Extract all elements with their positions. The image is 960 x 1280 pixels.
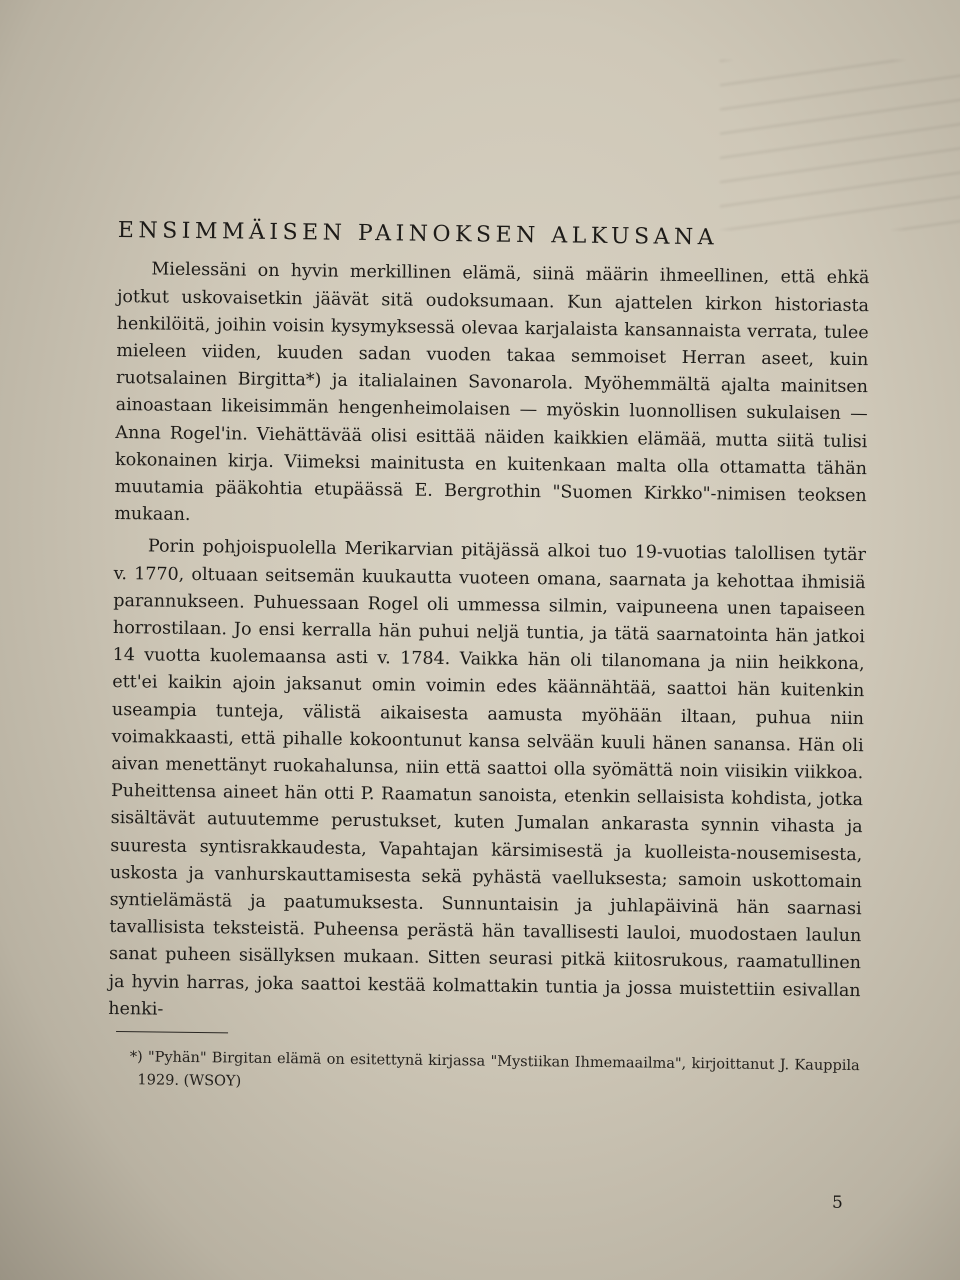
body-text (108, 256, 869, 1032)
footnote-divider (116, 1031, 228, 1033)
footnote: *) "Pyhän" Birgitan elämä on esitettynä kirjassa "Mystiikan Ihmemaailma", kirjoittanut J. Kauppila 1929. (WSOY) (129, 1049, 860, 1090)
paragraph-2: Porin pohjoispuolella Merikarvian pitäjässä alkoi tuo 19-vuotias talollisen tytär v. 1770, oltuaan seitsemän kuukautta vuoteen omana, saarnata ja kehottaa ihmisiä parannukseen. Puhuessaan Rogel oli ummessa silmin, vaipuneena unen tapaiseen horrostilaan. Jo ensi kerralla hän puhui neljä tuntia, ja tätä saarnatointa hän jatkoi 14 vuotta kuolemaansa asti v. 1784. Vaikka hän oli tilanomana ja niin heikkona, ett'ei kaikin ajoin jaksanut omin voimin edes käännähtää, saattoi hän kuitenkin useampia tunteja, välistä aikaisesta aamusta myöhään iltaan, puhua niin voimakkaasti, että pihalle kokoontunut kansa selvään kuuli hänen sanansa. Hän oli aivan menettänyt ruokahalunsa, niin että saattoi olla syömättä noin viisikin viikkoa. Puheittensa aineet hän otti P. Raamatun sanoista, etenkin sellaisista kohdista, jotka sisältävät autuutemme perustukset, kuten Jumalan ankarasta synnin vihasta ja suuresta syntisrakkaudesta, Vapahtajan kärsimisestä ja kuolleista-nousemisesta, uskosta ja vanhurskauttamisesta sekä pyhästä vaelluksesta; samoin uskottomain syntielämästä ja paatumuksesta. Sunnuntaisin ja juhlapäivinä hän saarnasi tavallisista teksteistä. Puheensa perästä hän tavallisesti lauloi, muodostaen laulun sanat puheen sisällyksen mukaan. Sitten seurasi pitkä kiitosrukous, raamatullinen ja hyvin harras, joka saattoi kestää kolmattakin tuntia ja jossa muistettiin esivallan henki- (108, 536, 867, 1020)
paragraph-1: Mielessäni on hyvin merkillinen elämä, siinä määrin ihmeellinen, että ehkä jotkut uskovaisetkin jäävät sitä oudoksumaan. Kun ajattelen kirkon historiasta henkilöitä, joihin voisin kysymyksessä olevaa karjalaista kansannaista verrata, tulee mieleen viiden, kuuden sadan vuoden takaa semmoiset Herran aseet, kuin ruotsalainen Birgitta*) ja italialainen Savonarola. Myöhemmältä ajalta mainitsen ainoastaan likeisimmän hengenheimolaisen — myöskin luonnollisen sukulaisen — Anna Rogel'in. Viehättävää olisi esittää näiden kaikkien elämää, mutta siitä tulisi kokonainen kirja. Viimeksi mainitusta en kuitenkaan malta olla ottamatta tähän muutamia pääkohtia etupäässä E. Bergrothin "Suomen Kirkko"-nimisen teoksen mukaan. (114, 259, 870, 526)
page-number: 5 (832, 1193, 843, 1213)
page-content (107, 218, 870, 1101)
chapter-heading: ENSIMMÄISEN PAINOKSEN ALKUSANA (117, 218, 719, 251)
bleed-through-text (720, 60, 960, 230)
